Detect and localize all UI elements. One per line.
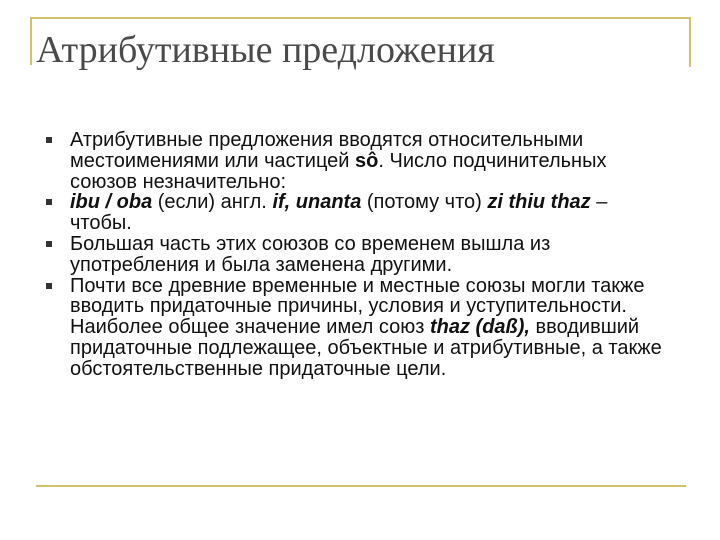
bullet-list [44,130,664,380]
bullet-item: Большая часть этих союзов со временем вышла из употребления и была заменена другими. [44,234,664,276]
square-bullet-icon [46,241,52,247]
bullet-item: Атрибутивные предложения вводятся относительными местоимениями или частицей sô. Число подчинительных союзов незначительно: [44,130,664,192]
slide-title: Атрибутивные предложения [36,29,495,71]
frame-left-line [30,17,32,65]
frame-right-line [689,17,691,67]
frame-top-line [30,17,691,19]
square-bullet-icon [46,283,52,289]
bullet-item: ibu / oba (если) англ. if, unanta (потому что) zi thiu thaz – чтобы. [44,192,664,234]
bullet-item: Почти все древние временные и местные союзы могли также вводить придаточные причины, условия и уступительности. Наиболее общее значение имел союз thaz (daß), вводивший придаточные подлежащее, объектные и атрибутивные, а также обстоятельственные придаточные цели. [44,276,664,380]
frame-bottom-line [36,485,686,487]
square-bullet-icon [46,137,52,143]
square-bullet-icon [46,199,52,205]
